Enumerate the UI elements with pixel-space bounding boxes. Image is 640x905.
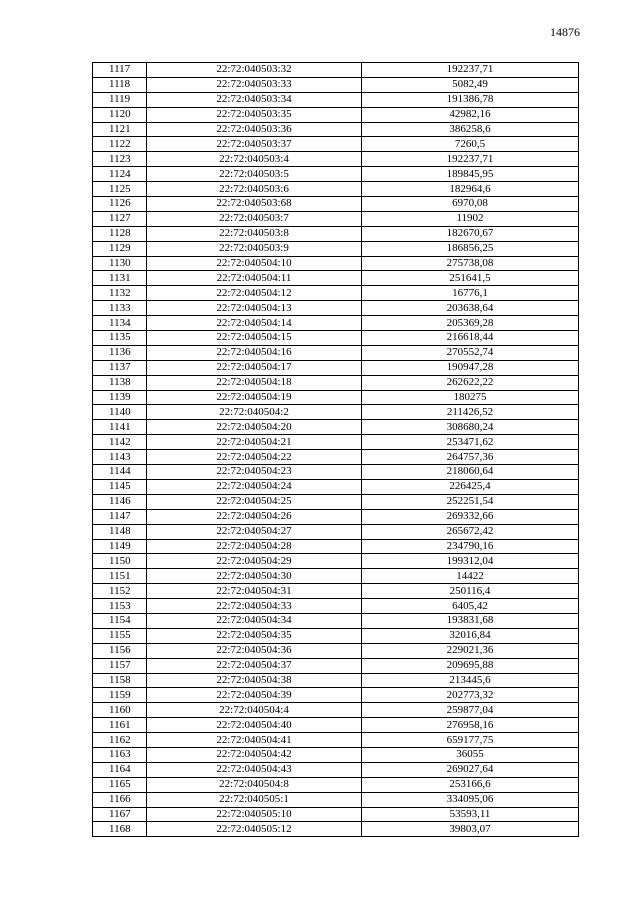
table-row bbox=[93, 331, 579, 346]
row-number-cell: 1135 bbox=[93, 331, 147, 346]
row-number-cell: 1140 bbox=[93, 405, 147, 420]
value-cell: 229021,36 bbox=[362, 643, 579, 658]
row-number-cell: 1151 bbox=[93, 569, 147, 584]
cadastral-number-cell: 22:72:040503:36 bbox=[147, 122, 362, 137]
value-cell: 308680,24 bbox=[362, 420, 579, 435]
cadastral-number-cell: 22:72:040503:9 bbox=[147, 241, 362, 256]
cadastral-number-cell: 22:72:040504:41 bbox=[147, 733, 362, 748]
cadastral-number-cell: 22:72:040503:68 bbox=[147, 197, 362, 212]
value-cell: 32016,84 bbox=[362, 628, 579, 643]
value-cell: 269332,66 bbox=[362, 509, 579, 524]
value-cell: 252251,54 bbox=[362, 494, 579, 509]
value-cell: 209695,88 bbox=[362, 658, 579, 673]
table-row bbox=[93, 569, 579, 584]
cadastral-number-cell: 22:72:040503:8 bbox=[147, 226, 362, 241]
row-number-cell: 1154 bbox=[93, 613, 147, 628]
table-row bbox=[93, 390, 579, 405]
value-cell: 259877,04 bbox=[362, 703, 579, 718]
row-number-cell: 1144 bbox=[93, 465, 147, 480]
table-body bbox=[93, 63, 579, 837]
table-row bbox=[93, 658, 579, 673]
row-number-cell: 1158 bbox=[93, 673, 147, 688]
row-number-cell: 1166 bbox=[93, 792, 147, 807]
value-cell: 5082,49 bbox=[362, 77, 579, 92]
row-number-cell: 1120 bbox=[93, 107, 147, 122]
row-number-cell: 1142 bbox=[93, 435, 147, 450]
row-number-cell: 1157 bbox=[93, 658, 147, 673]
table-row bbox=[93, 360, 579, 375]
cadastral-number-cell: 22:72:040504:15 bbox=[147, 331, 362, 346]
row-number-cell: 1136 bbox=[93, 345, 147, 360]
row-number-cell: 1126 bbox=[93, 197, 147, 212]
cadastral-number-cell: 22:72:040504:22 bbox=[147, 450, 362, 465]
row-number-cell: 1139 bbox=[93, 390, 147, 405]
value-cell: 6970,08 bbox=[362, 197, 579, 212]
value-cell: 251641,5 bbox=[362, 271, 579, 286]
cadastral-number-cell: 22:72:040504:42 bbox=[147, 747, 362, 762]
row-number-cell: 1165 bbox=[93, 777, 147, 792]
value-cell: 182670,67 bbox=[362, 226, 579, 241]
data-table bbox=[92, 62, 579, 837]
table-row bbox=[93, 197, 579, 212]
cadastral-number-cell: 22:72:040504:20 bbox=[147, 420, 362, 435]
cadastral-number-cell: 22:72:040504:27 bbox=[147, 524, 362, 539]
table-row bbox=[93, 807, 579, 822]
row-number-cell: 1163 bbox=[93, 747, 147, 762]
row-number-cell: 1125 bbox=[93, 182, 147, 197]
cadastral-number-cell: 22:72:040503:34 bbox=[147, 92, 362, 107]
row-number-cell: 1155 bbox=[93, 628, 147, 643]
cadastral-number-cell: 22:72:040505:12 bbox=[147, 822, 362, 837]
value-cell: 36055 bbox=[362, 747, 579, 762]
row-number-cell: 1159 bbox=[93, 688, 147, 703]
value-cell: 42982,16 bbox=[362, 107, 579, 122]
table-row bbox=[93, 241, 579, 256]
row-number-cell: 1148 bbox=[93, 524, 147, 539]
row-number-cell: 1160 bbox=[93, 703, 147, 718]
value-cell: 253166,6 bbox=[362, 777, 579, 792]
cadastral-number-cell: 22:72:040503:32 bbox=[147, 63, 362, 78]
cadastral-number-cell: 22:72:040504:16 bbox=[147, 345, 362, 360]
value-cell: 191386,78 bbox=[362, 92, 579, 107]
value-cell: 270552,74 bbox=[362, 345, 579, 360]
value-cell: 269027,64 bbox=[362, 762, 579, 777]
value-cell: 205369,28 bbox=[362, 316, 579, 331]
cadastral-number-cell: 22:72:040504:34 bbox=[147, 613, 362, 628]
row-number-cell: 1141 bbox=[93, 420, 147, 435]
row-number-cell: 1131 bbox=[93, 271, 147, 286]
table-row bbox=[93, 92, 579, 107]
row-number-cell: 1132 bbox=[93, 286, 147, 301]
value-cell: 202773,32 bbox=[362, 688, 579, 703]
cadastral-number-cell: 22:72:040503:35 bbox=[147, 107, 362, 122]
value-cell: 265672,42 bbox=[362, 524, 579, 539]
row-number-cell: 1133 bbox=[93, 301, 147, 316]
value-cell: 253471,62 bbox=[362, 435, 579, 450]
table-row bbox=[93, 375, 579, 390]
cadastral-number-cell: 22:72:040503:37 bbox=[147, 137, 362, 152]
row-number-cell: 1161 bbox=[93, 718, 147, 733]
row-number-cell: 1150 bbox=[93, 554, 147, 569]
value-cell: 199312,04 bbox=[362, 554, 579, 569]
table-row bbox=[93, 688, 579, 703]
table-row bbox=[93, 301, 579, 316]
table-row bbox=[93, 494, 579, 509]
page-number: 14876 bbox=[550, 25, 580, 39]
cadastral-number-cell: 22:72:040504:39 bbox=[147, 688, 362, 703]
value-cell: 11902 bbox=[362, 211, 579, 226]
row-number-cell: 1147 bbox=[93, 509, 147, 524]
value-cell: 39803,07 bbox=[362, 822, 579, 837]
table-row bbox=[93, 271, 579, 286]
table-row bbox=[93, 182, 579, 197]
row-number-cell: 1162 bbox=[93, 733, 147, 748]
cadastral-number-cell: 22:72:040504:26 bbox=[147, 509, 362, 524]
value-cell: 262622,22 bbox=[362, 375, 579, 390]
row-number-cell: 1118 bbox=[93, 77, 147, 92]
table-row bbox=[93, 286, 579, 301]
cadastral-number-cell: 22:72:040503:5 bbox=[147, 167, 362, 182]
cadastral-number-cell: 22:72:040504:11 bbox=[147, 271, 362, 286]
table-row bbox=[93, 345, 579, 360]
row-number-cell: 1129 bbox=[93, 241, 147, 256]
cadastral-number-cell: 22:72:040504:29 bbox=[147, 554, 362, 569]
row-number-cell: 1127 bbox=[93, 211, 147, 226]
table-row bbox=[93, 435, 579, 450]
value-cell: 276958,16 bbox=[362, 718, 579, 733]
table-row bbox=[93, 613, 579, 628]
table-row bbox=[93, 822, 579, 837]
value-cell: 189845,95 bbox=[362, 167, 579, 182]
table-row bbox=[93, 167, 579, 182]
table-row bbox=[93, 718, 579, 733]
value-cell: 218060,64 bbox=[362, 465, 579, 480]
table-row bbox=[93, 539, 579, 554]
table-row bbox=[93, 762, 579, 777]
cadastral-number-cell: 22:72:040504:43 bbox=[147, 762, 362, 777]
cadastral-number-cell: 22:72:040504:8 bbox=[147, 777, 362, 792]
value-cell: 53593,11 bbox=[362, 807, 579, 822]
table-row bbox=[93, 137, 579, 152]
cadastral-number-cell: 22:72:040504:35 bbox=[147, 628, 362, 643]
cadastral-number-cell: 22:72:040503:4 bbox=[147, 152, 362, 167]
cadastral-number-cell: 22:72:040504:31 bbox=[147, 584, 362, 599]
table-row bbox=[93, 628, 579, 643]
value-cell: 192237,71 bbox=[362, 152, 579, 167]
row-number-cell: 1168 bbox=[93, 822, 147, 837]
cadastral-number-cell: 22:72:040504:4 bbox=[147, 703, 362, 718]
row-number-cell: 1121 bbox=[93, 122, 147, 137]
table-row bbox=[93, 465, 579, 480]
row-number-cell: 1156 bbox=[93, 643, 147, 658]
cadastral-number-cell: 22:72:040503:7 bbox=[147, 211, 362, 226]
value-cell: 264757,36 bbox=[362, 450, 579, 465]
row-number-cell: 1143 bbox=[93, 450, 147, 465]
table-row bbox=[93, 554, 579, 569]
row-number-cell: 1152 bbox=[93, 584, 147, 599]
cadastral-number-cell: 22:72:040504:2 bbox=[147, 405, 362, 420]
value-cell: 192237,71 bbox=[362, 63, 579, 78]
value-cell: 250116,4 bbox=[362, 584, 579, 599]
value-cell: 226425,4 bbox=[362, 479, 579, 494]
table-row bbox=[93, 792, 579, 807]
cadastral-number-cell: 22:72:040503:6 bbox=[147, 182, 362, 197]
cadastral-number-cell: 22:72:040504:10 bbox=[147, 256, 362, 271]
table-row bbox=[93, 599, 579, 614]
table-row bbox=[93, 152, 579, 167]
row-number-cell: 1145 bbox=[93, 479, 147, 494]
table-row bbox=[93, 747, 579, 762]
row-number-cell: 1153 bbox=[93, 599, 147, 614]
table-row bbox=[93, 63, 579, 78]
value-cell: 14422 bbox=[362, 569, 579, 584]
table-row bbox=[93, 107, 579, 122]
value-cell: 190947,28 bbox=[362, 360, 579, 375]
cadastral-number-cell: 22:72:040505:1 bbox=[147, 792, 362, 807]
cadastral-number-cell: 22:72:040504:23 bbox=[147, 465, 362, 480]
table-row bbox=[93, 509, 579, 524]
value-cell: 186856,25 bbox=[362, 241, 579, 256]
row-number-cell: 1128 bbox=[93, 226, 147, 241]
row-number-cell: 1137 bbox=[93, 360, 147, 375]
row-number-cell: 1164 bbox=[93, 762, 147, 777]
cadastral-number-cell: 22:72:040504:28 bbox=[147, 539, 362, 554]
value-cell: 182964,6 bbox=[362, 182, 579, 197]
value-cell: 203638,64 bbox=[362, 301, 579, 316]
row-number-cell: 1117 bbox=[93, 63, 147, 78]
value-cell: 334095,06 bbox=[362, 792, 579, 807]
cadastral-number-cell: 22:72:040504:36 bbox=[147, 643, 362, 658]
cadastral-number-cell: 22:72:040504:14 bbox=[147, 316, 362, 331]
table-row bbox=[93, 777, 579, 792]
row-number-cell: 1122 bbox=[93, 137, 147, 152]
row-number-cell: 1167 bbox=[93, 807, 147, 822]
cadastral-number-cell: 22:72:040504:18 bbox=[147, 375, 362, 390]
cadastral-number-cell: 22:72:040504:40 bbox=[147, 718, 362, 733]
cadastral-number-cell: 22:72:040505:10 bbox=[147, 807, 362, 822]
row-number-cell: 1134 bbox=[93, 316, 147, 331]
table-row bbox=[93, 643, 579, 658]
table-row bbox=[93, 524, 579, 539]
table-row bbox=[93, 316, 579, 331]
row-number-cell: 1149 bbox=[93, 539, 147, 554]
row-number-cell: 1130 bbox=[93, 256, 147, 271]
value-cell: 275738,08 bbox=[362, 256, 579, 271]
cadastral-number-cell: 22:72:040504:38 bbox=[147, 673, 362, 688]
cadastral-number-cell: 22:72:040504:25 bbox=[147, 494, 362, 509]
row-number-cell: 1146 bbox=[93, 494, 147, 509]
cadastral-number-cell: 22:72:040504:30 bbox=[147, 569, 362, 584]
table-row bbox=[93, 211, 579, 226]
value-cell: 216618,44 bbox=[362, 331, 579, 346]
cadastral-number-cell: 22:72:040504:17 bbox=[147, 360, 362, 375]
value-cell: 213445,6 bbox=[362, 673, 579, 688]
cadastral-number-cell: 22:72:040504:37 bbox=[147, 658, 362, 673]
value-cell: 180275 bbox=[362, 390, 579, 405]
cadastral-number-cell: 22:72:040504:24 bbox=[147, 479, 362, 494]
table-row bbox=[93, 450, 579, 465]
row-number-cell: 1119 bbox=[93, 92, 147, 107]
table-row bbox=[93, 77, 579, 92]
cadastral-number-cell: 22:72:040504:21 bbox=[147, 435, 362, 450]
table-row bbox=[93, 122, 579, 137]
table-row bbox=[93, 584, 579, 599]
table-row bbox=[93, 673, 579, 688]
table-row bbox=[93, 226, 579, 241]
value-cell: 386258,6 bbox=[362, 122, 579, 137]
value-cell: 211426,52 bbox=[362, 405, 579, 420]
value-cell: 659177,75 bbox=[362, 733, 579, 748]
row-number-cell: 1123 bbox=[93, 152, 147, 167]
cadastral-number-cell: 22:72:040503:33 bbox=[147, 77, 362, 92]
row-number-cell: 1138 bbox=[93, 375, 147, 390]
cadastral-number-cell: 22:72:040504:13 bbox=[147, 301, 362, 316]
table-row bbox=[93, 420, 579, 435]
value-cell: 7260,5 bbox=[362, 137, 579, 152]
table-row bbox=[93, 405, 579, 420]
cadastral-number-cell: 22:72:040504:19 bbox=[147, 390, 362, 405]
value-cell: 16776,1 bbox=[362, 286, 579, 301]
table-row bbox=[93, 479, 579, 494]
cadastral-number-cell: 22:72:040504:12 bbox=[147, 286, 362, 301]
value-cell: 193831,68 bbox=[362, 613, 579, 628]
row-number-cell: 1124 bbox=[93, 167, 147, 182]
cadastral-number-cell: 22:72:040504:33 bbox=[147, 599, 362, 614]
value-cell: 6405,42 bbox=[362, 599, 579, 614]
table-row bbox=[93, 703, 579, 718]
table-row bbox=[93, 733, 579, 748]
table-row bbox=[93, 256, 579, 271]
value-cell: 234790,16 bbox=[362, 539, 579, 554]
